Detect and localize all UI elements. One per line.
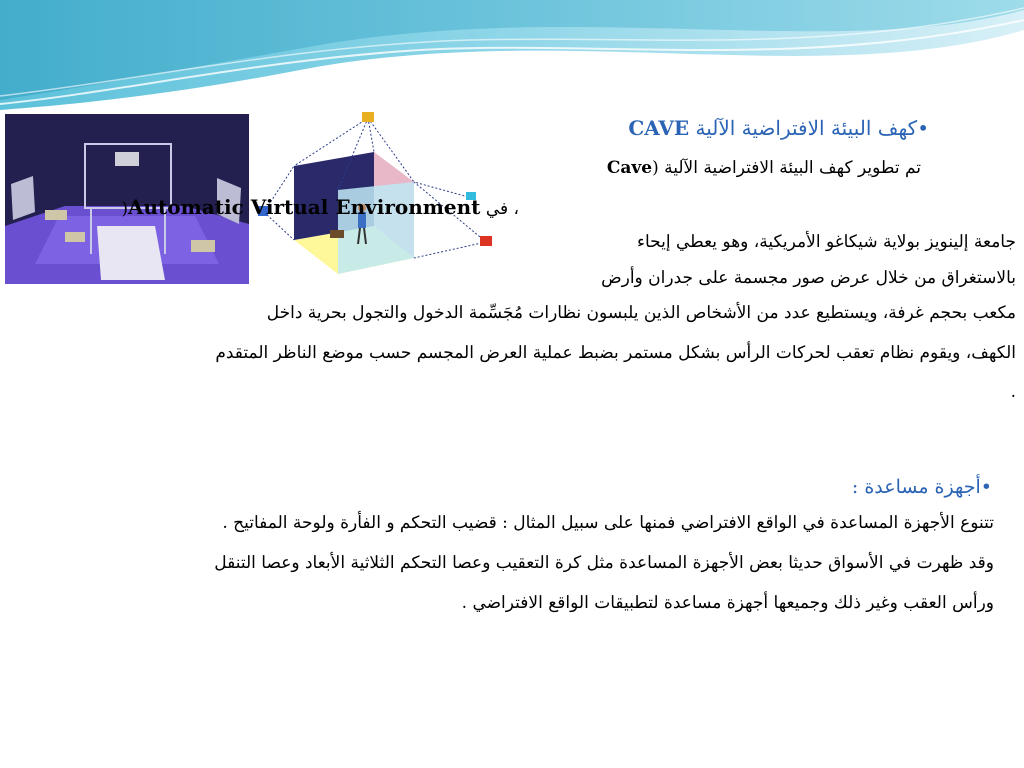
cave-line-1-text: تم تطوير كهف البيئة الافتراضية الآلية (	[652, 158, 921, 178]
cave-line-6: الكهف، ويقوم نظام تعقب لحركات الرأس بشكل مستمر بضبط عملية العرض المجسم حسب موضع الناظر المتقدم	[215, 343, 1016, 363]
devices-line-2: وقد ظهرت في الأسواق حديثا بعض الأجهزة المساعدة مثل كرة التعقيب وعصا التحكم الثلاثية الأبعاد وعصا التنقل	[214, 553, 994, 573]
bullet-icon: •	[917, 116, 929, 140]
devices-heading-text: أجهزة مساعدة :	[851, 476, 981, 498]
cave-line-3: جامعة إلينويز بولاية شيكاغو الأمريكية، وهو يعطي إيحاء	[636, 232, 1016, 252]
cave-heading-english: CAVE	[628, 116, 690, 140]
devices-heading	[852, 476, 992, 498]
header-wave-decoration	[0, 0, 1024, 120]
cave-line-2-suffix: ، في	[485, 199, 519, 219]
cave-line-2-english: Automatic Virtual Environment	[127, 195, 481, 219]
cave-line-2-paren: (	[121, 199, 128, 219]
cave-line-1	[607, 158, 921, 178]
cave-line-7: .	[1010, 382, 1016, 402]
cave-line-4: بالاستغراق من خلال عرض صور مجسمة على جدران وأرض	[601, 268, 1016, 288]
cave-line-5: مكعب بحجم غرفة، ويستطيع عدد من الأشخاص الذين يلبسون نظارات مُجَسِّمة الدخول والتجول بحرية داخل	[266, 303, 1016, 323]
cave-line-2	[121, 195, 519, 219]
bullet-icon: •	[980, 476, 992, 498]
cave-heading-arabic: كهف البيئة الافتراضية الآلية	[695, 116, 918, 140]
devices-line-3: ورأس العقب وغير ذلك وجميعها أجهزة مساعدة لتطبيقات الواقع الافتراضي .	[461, 593, 994, 613]
cave-line-1-english: Cave	[606, 158, 653, 178]
cave-heading	[628, 116, 929, 140]
devices-line-1: تتنوع الأجهزة المساعدة في الواقع الافتراضي فمنها على سبيل المثال : قضيب التحكم و الفأرة ولوحة المفاتيح .	[222, 513, 994, 533]
